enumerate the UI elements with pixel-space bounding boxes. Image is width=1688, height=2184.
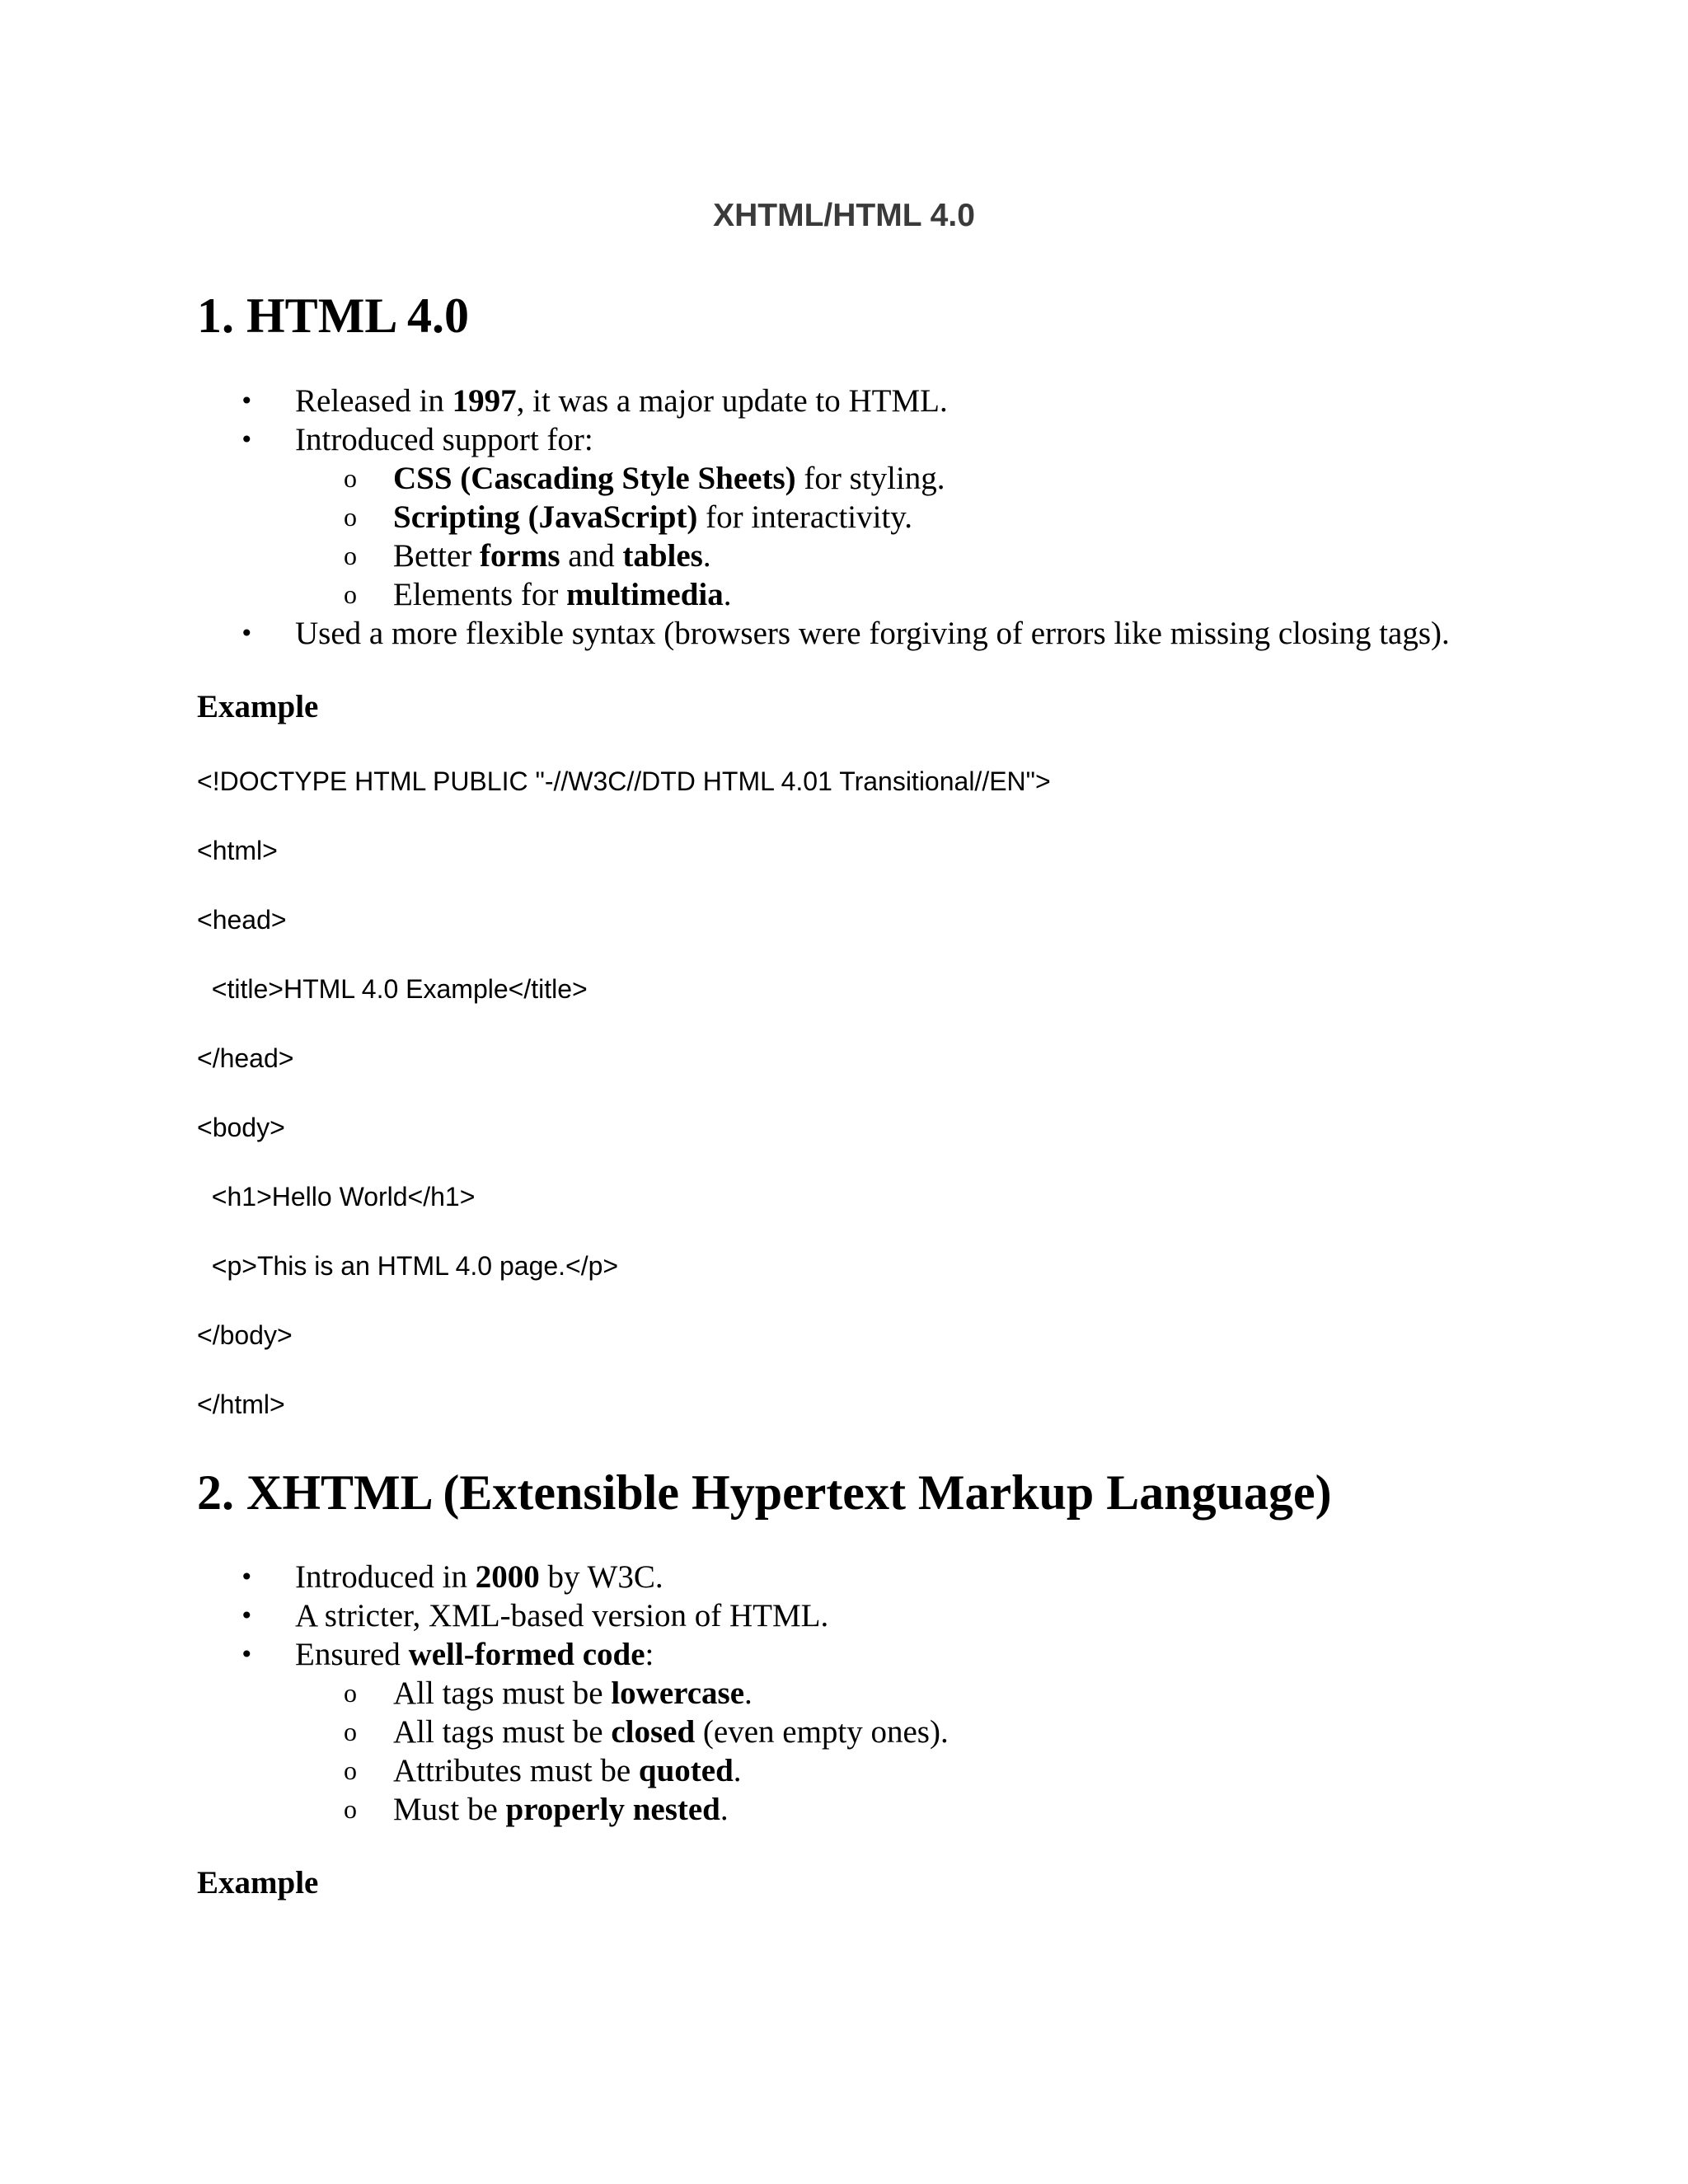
code-line: <!DOCTYPE HTML PUBLIC "-//W3C//DTD HTML 4.01 Transitional//EN"> <box>197 766 1051 796</box>
bold-text: tables <box>622 538 703 574</box>
bold-text: well-formed code <box>408 1637 645 1672</box>
text: . <box>733 1753 742 1788</box>
bullet-marker: o <box>344 1794 357 1824</box>
bullet-marker: o <box>344 1755 357 1785</box>
list-item <box>197 1635 949 1674</box>
bullet-marker: o <box>344 1678 357 1708</box>
text: . <box>702 538 711 574</box>
text: All tags must be <box>393 1714 612 1750</box>
text: Introduced support for: <box>295 422 593 457</box>
bold-text: 1997 <box>452 383 517 419</box>
bullet-marker: • <box>240 1641 254 1668</box>
code-line: </html> <box>197 1390 285 1419</box>
code-line: <h1>Hello World</h1> <box>197 1182 476 1212</box>
text: for interactivity. <box>697 499 913 535</box>
text: , it was a major update to HTML. <box>516 383 948 419</box>
text: . <box>720 1792 729 1827</box>
code-line: <p>This is an HTML 4.0 page.</p> <box>197 1251 619 1281</box>
text: Attributes must be <box>393 1753 639 1788</box>
code-line: <html> <box>197 836 278 865</box>
bold-text: CSS (Cascading Style Sheets) <box>393 461 796 496</box>
text: : <box>645 1637 654 1672</box>
bullet-marker: • <box>240 426 254 453</box>
bullet-marker: o <box>344 579 357 609</box>
bold-text: Scripting (JavaScript) <box>393 499 698 535</box>
text: by W3C. <box>539 1559 663 1595</box>
list-item <box>197 1674 949 1713</box>
list-item <box>197 1713 949 1751</box>
text: Ensured <box>295 1637 409 1672</box>
bold-text: forms <box>480 538 560 574</box>
code-line: </body> <box>197 1320 293 1350</box>
list-item <box>197 537 1450 575</box>
list-item <box>197 420 1450 459</box>
list-item <box>197 1751 949 1790</box>
list-item <box>197 1558 949 1596</box>
code-line: <title>HTML 4.0 Example</title> <box>197 974 588 1004</box>
list-item <box>197 1596 949 1635</box>
example-label: Example <box>197 1865 319 1900</box>
example-label: Example <box>197 689 319 724</box>
list-item <box>197 498 1450 537</box>
text: Released in <box>295 383 452 419</box>
text: A stricter, XML-based version of HTML. <box>295 1598 829 1633</box>
bullet-marker: • <box>240 387 254 415</box>
bullet-marker: o <box>344 541 357 570</box>
code-line: <head> <box>197 905 287 935</box>
bullet-marker: • <box>240 620 254 647</box>
bullet-marker: • <box>240 1563 254 1591</box>
text: for styling. <box>795 461 945 496</box>
list-item <box>197 382 1450 420</box>
text: All tags must be <box>393 1675 612 1711</box>
bold-text: multimedia <box>566 577 724 612</box>
bold-text: lowercase <box>611 1675 745 1711</box>
document-title: XHTML/HTML 4.0 <box>713 198 975 233</box>
html4-feature-list <box>197 382 1450 653</box>
text: . <box>723 577 732 612</box>
text: (even empty ones). <box>695 1714 949 1750</box>
bullet-marker: o <box>344 502 357 532</box>
bullet-marker: o <box>344 463 357 493</box>
text: . <box>744 1675 753 1711</box>
section-heading-xhtml: 2. XHTML (Extensible Hypertext Markup Language) <box>197 1465 1332 1520</box>
text: Must be <box>393 1792 506 1827</box>
bold-text: closed <box>611 1714 696 1750</box>
bold-text: quoted <box>638 1753 734 1788</box>
bold-text: properly nested <box>505 1792 720 1827</box>
text: Used a more flexible syntax (browsers were forgiving of errors like missing closing tags). <box>295 616 1450 651</box>
list-item <box>197 459 1450 498</box>
code-line: </head> <box>197 1043 294 1073</box>
list-item <box>197 575 1450 614</box>
code-line: <body> <box>197 1113 285 1142</box>
text: Introduced in <box>295 1559 476 1595</box>
list-item <box>197 1790 949 1829</box>
text: Better <box>393 538 481 574</box>
section-heading-html4: 1. HTML 4.0 <box>197 288 470 343</box>
bullet-marker: • <box>240 1602 254 1629</box>
list-item <box>197 614 1450 653</box>
xhtml-feature-list <box>197 1558 949 1829</box>
text: and <box>560 538 623 574</box>
text: Elements for <box>393 577 567 612</box>
bullet-marker: o <box>344 1717 357 1746</box>
bold-text: 2000 <box>475 1559 540 1595</box>
